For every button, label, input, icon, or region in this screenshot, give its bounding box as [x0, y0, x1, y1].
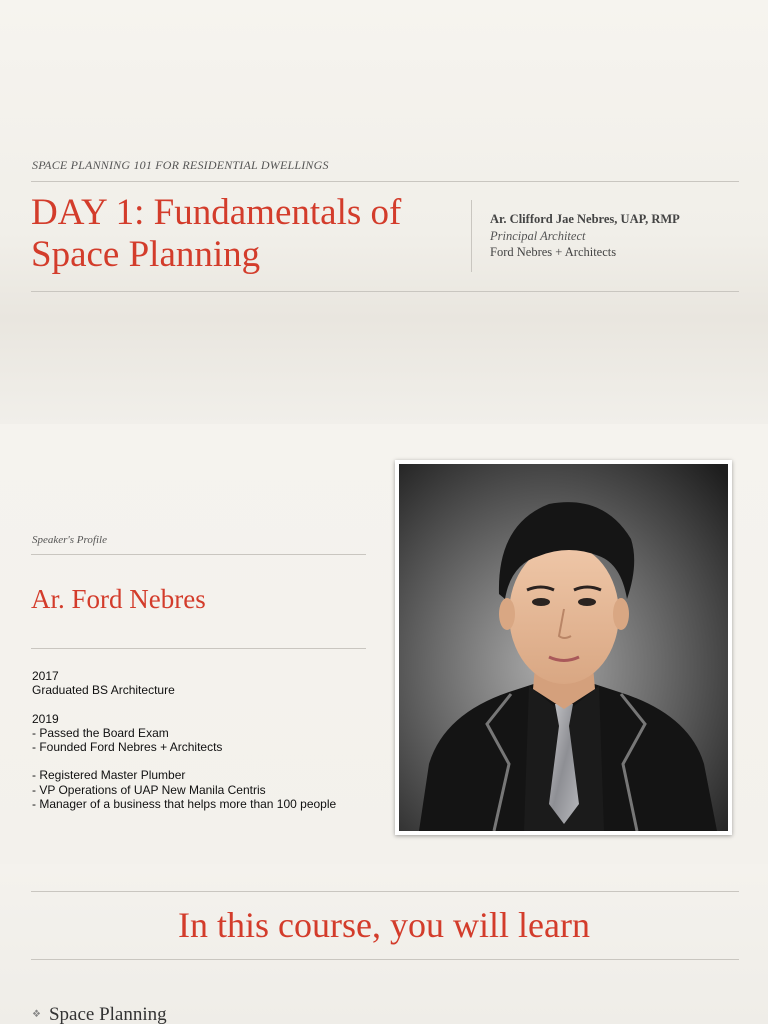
bio-year-2019: 2019 [32, 711, 59, 726]
section-label: Speaker's Profile [32, 534, 107, 546]
bio-item: - Passed the Board Exam [32, 725, 169, 740]
course-divider-bottom [31, 959, 739, 960]
presenter-firm: Ford Nebres + Architects [490, 245, 617, 259]
course-heading: In this course, you will learn [178, 905, 590, 945]
course-overview-slide [0, 864, 768, 1024]
course-subtitle: SPACE PLANNING 101 FOR RESIDENTIAL DWELLINGS [32, 158, 329, 172]
bio-item: - Manager of a business that helps more than 100 people [32, 796, 337, 811]
presenter-role: Principal Architect [490, 229, 586, 243]
speaker-name: Ar. Ford Nebres [31, 584, 206, 614]
list-item [32, 1004, 167, 1024]
bio-item: Graduated BS Architecture [32, 683, 175, 698]
vertical-divider [471, 200, 472, 272]
profile-divider-bottom [31, 648, 366, 649]
title-slide [0, 0, 768, 424]
bio-item: - Founded Ford Nebres + Architects [32, 739, 223, 754]
bio-item: - VP Operations of UAP New Manila Centris [32, 782, 266, 797]
title-line-1: DAY 1: Fundamentals of [31, 192, 402, 233]
diamond-bullet-icon: ❖ [32, 1009, 41, 1020]
top-divider [31, 181, 739, 182]
course-divider-top [31, 891, 739, 892]
bio-item: - Registered Master Plumber [32, 768, 186, 783]
speaker-photo [395, 460, 732, 835]
speaker-bio [32, 669, 372, 811]
bottom-divider [31, 291, 739, 292]
presenter-name: Ar. Clifford Jae Nebres, UAP, RMP [490, 212, 680, 226]
speaker-portrait-illustration [399, 464, 728, 831]
title-line-2: Space Planning [31, 234, 261, 275]
profile-divider-top [31, 554, 366, 555]
bio-year-2017: 2017 [32, 669, 59, 683]
speaker-profile-slide [0, 424, 768, 864]
page-title [31, 192, 451, 276]
list-item-label: Space Planning [48, 1004, 167, 1024]
